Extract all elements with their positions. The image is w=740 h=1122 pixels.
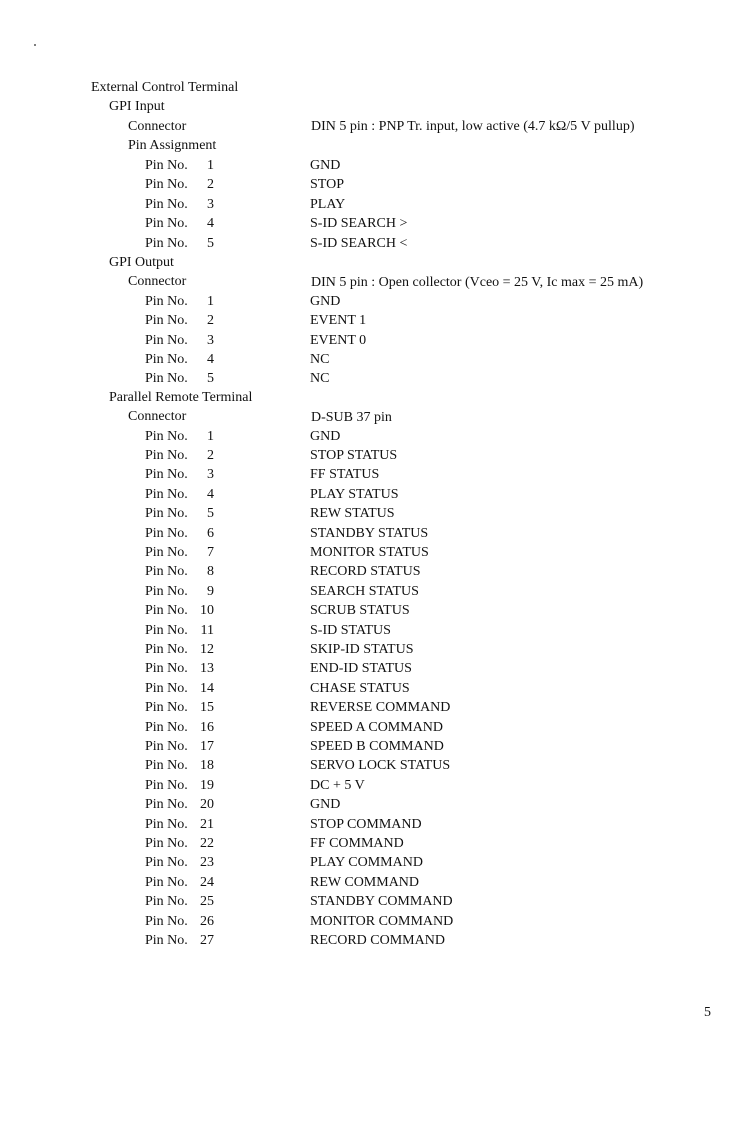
pin-row: [145, 333, 665, 349]
gpi-input-heading: GPI Input: [109, 99, 165, 114]
pin-signal: GND: [310, 429, 341, 444]
pin-row: [145, 487, 665, 503]
pin-number: 23: [200, 855, 214, 870]
pin-signal: FF COMMAND: [310, 836, 404, 851]
pin-signal: SPEED B COMMAND: [310, 739, 444, 754]
pin-signal: STANDBY STATUS: [310, 526, 429, 541]
pin-label: Pin No.: [145, 933, 188, 948]
pin-row: [145, 836, 665, 852]
pin-row: [145, 545, 665, 561]
pin-signal: REW COMMAND: [310, 875, 420, 890]
pin-number: 4: [207, 216, 214, 231]
pin-number: 3: [207, 333, 214, 348]
pin-number: 5: [207, 371, 214, 386]
pin-label: Pin No.: [145, 526, 188, 541]
pin-signal: STOP COMMAND: [310, 817, 422, 832]
pin-label: Pin No.: [145, 467, 188, 482]
pin-row: [145, 313, 665, 329]
pin-row: [145, 603, 665, 619]
pin-row: [145, 817, 665, 833]
pin-row: [145, 661, 665, 677]
pin-row: [145, 933, 665, 949]
pin-label: Pin No.: [145, 371, 188, 386]
pin-number: 1: [207, 158, 214, 173]
pin-label: Pin No.: [145, 197, 188, 212]
pin-signal: GND: [310, 158, 341, 173]
pin-row: [145, 236, 665, 252]
pin-row: [145, 216, 665, 232]
pin-number: 3: [207, 197, 214, 212]
pin-label: Pin No.: [145, 758, 188, 773]
pin-signal: MONITOR COMMAND: [310, 914, 454, 929]
pin-row: [145, 894, 665, 910]
pin-signal: SKIP-ID STATUS: [310, 642, 414, 657]
pin-label: Pin No.: [145, 817, 188, 832]
pin-signal: PLAY: [310, 197, 346, 212]
pin-number: 2: [207, 448, 214, 463]
pin-signal: END-ID STATUS: [310, 661, 412, 676]
pin-label: Pin No.: [145, 352, 188, 367]
pin-row: [145, 797, 665, 813]
pin-row: [145, 584, 665, 600]
page-number: 5: [704, 1005, 711, 1020]
pin-number: 2: [207, 313, 214, 328]
pin-label: Pin No.: [145, 545, 188, 560]
pin-label: Pin No.: [145, 564, 188, 579]
pin-number: 22: [200, 836, 214, 851]
pin-signal: SPEED A COMMAND: [310, 720, 444, 735]
pin-label: Pin No.: [145, 313, 188, 328]
pin-number: 8: [207, 564, 214, 579]
pin-signal: GND: [310, 797, 341, 812]
pin-number: 7: [207, 545, 214, 560]
pin-number: 16: [200, 720, 214, 735]
pin-number: 20: [200, 797, 214, 812]
pin-label: Pin No.: [145, 642, 188, 657]
pin-row: [145, 739, 665, 755]
pin-row: [145, 855, 665, 871]
pin-label: Pin No.: [145, 700, 188, 715]
pin-label: Pin No.: [145, 681, 188, 696]
pin-signal: REW STATUS: [310, 506, 395, 521]
pin-row: [145, 294, 665, 310]
pin-signal: EVENT 0: [310, 333, 367, 348]
pin-label: Pin No.: [145, 778, 188, 793]
pin-label: Pin No.: [145, 855, 188, 870]
pin-row: [145, 720, 665, 736]
pin-row: [145, 177, 665, 193]
pin-signal: MONITOR STATUS: [310, 545, 429, 560]
pin-signal: RECORD COMMAND: [310, 933, 445, 948]
pin-row: [145, 642, 665, 658]
pin-signal: SEARCH STATUS: [310, 584, 419, 599]
pin-number: 5: [207, 506, 214, 521]
pin-signal: EVENT 1: [310, 313, 367, 328]
pin-label: Pin No.: [145, 177, 188, 192]
pin-row: [145, 371, 665, 387]
section-title: External Control Terminal: [91, 80, 239, 95]
pin-label: Pin No.: [145, 894, 188, 909]
pin-number: 15: [200, 700, 214, 715]
pin-label: Pin No.: [145, 661, 188, 676]
pin-signal: PLAY COMMAND: [310, 855, 423, 870]
pin-signal: NC: [310, 371, 330, 386]
pin-row: [145, 681, 665, 697]
pin-number: 5: [207, 236, 214, 251]
pin-label: Pin No.: [145, 158, 188, 173]
pin-label: Pin No.: [145, 875, 188, 890]
pin-row: [145, 875, 665, 891]
pin-label: Pin No.: [145, 914, 188, 929]
gpi-output-connector-label: Connector: [128, 274, 187, 289]
pin-label: Pin No.: [145, 294, 188, 309]
pin-signal: FF STATUS: [310, 467, 380, 482]
pin-row: [145, 758, 665, 774]
pin-label: Pin No.: [145, 584, 188, 599]
pin-label: Pin No.: [145, 623, 188, 638]
pin-signal: GND: [310, 294, 341, 309]
pin-number: 11: [200, 623, 214, 638]
pin-number: 17: [200, 739, 214, 754]
pin-number: 14: [200, 681, 214, 696]
pin-signal: STOP: [310, 177, 344, 192]
parallel-remote-connector-label: Connector: [128, 409, 187, 424]
pin-number: 19: [200, 778, 214, 793]
pin-signal: SERVO LOCK STATUS: [310, 758, 451, 773]
pin-row: [145, 197, 665, 213]
pin-assignment-label: Pin Assignment: [128, 138, 217, 153]
pin-signal: S-ID SEARCH <: [310, 236, 408, 251]
parallel-remote-connector-value: D-SUB 37 pin: [311, 410, 392, 425]
pin-number: 3: [207, 467, 214, 482]
pin-signal: CHASE STATUS: [310, 681, 410, 696]
pin-signal: STOP STATUS: [310, 448, 398, 463]
pin-row: [145, 352, 665, 368]
pin-label: Pin No.: [145, 448, 188, 463]
pin-signal: SCRUB STATUS: [310, 603, 410, 618]
pin-number: 10: [200, 603, 214, 618]
pin-row: [145, 429, 665, 445]
pin-label: Pin No.: [145, 216, 188, 231]
pin-row: [145, 448, 665, 464]
pin-number: 12: [200, 642, 214, 657]
pin-row: [145, 506, 665, 522]
pin-number: 2: [207, 177, 214, 192]
scan-speck: [34, 44, 36, 46]
pin-label: Pin No.: [145, 487, 188, 502]
pin-number: 1: [207, 429, 214, 444]
pin-number: 6: [207, 526, 214, 541]
pin-label: Pin No.: [145, 333, 188, 348]
pin-signal: NC: [310, 352, 330, 367]
pin-row: [145, 778, 665, 794]
gpi-input-connector-label: Connector: [128, 119, 187, 134]
gpi-output-heading: GPI Output: [109, 255, 174, 270]
pin-signal: S-ID STATUS: [310, 623, 391, 638]
pin-label: Pin No.: [145, 797, 188, 812]
pin-row: [145, 467, 665, 483]
pin-number: 13: [200, 661, 214, 676]
pin-signal: PLAY STATUS: [310, 487, 399, 502]
pin-row: [145, 700, 665, 716]
pin-signal: STANDBY COMMAND: [310, 894, 453, 909]
pin-label: Pin No.: [145, 720, 188, 735]
gpi-output-connector-value: DIN 5 pin : Open collector (Vceo = 25 V, Ic max = 25 mA): [311, 275, 644, 290]
pin-number: 25: [200, 894, 214, 909]
pin-number: 27: [200, 933, 214, 948]
pin-label: Pin No.: [145, 236, 188, 251]
pin-number: 4: [207, 487, 214, 502]
pin-row: [145, 158, 665, 174]
pin-signal: DC + 5 V: [310, 778, 365, 793]
pin-label: Pin No.: [145, 739, 188, 754]
pin-row: [145, 564, 665, 580]
pin-signal: REVERSE COMMAND: [310, 700, 451, 715]
pin-label: Pin No.: [145, 429, 188, 444]
pin-label: Pin No.: [145, 836, 188, 851]
pin-number: 4: [207, 352, 214, 367]
pin-row: [145, 623, 665, 639]
pin-number: 9: [207, 584, 214, 599]
pin-number: 21: [200, 817, 214, 832]
pin-row: [145, 914, 665, 930]
gpi-input-connector-value: DIN 5 pin : PNP Tr. input, low active (4.7 kΩ/5 V pullup): [311, 119, 635, 134]
pin-label: Pin No.: [145, 603, 188, 618]
parallel-remote-heading: Parallel Remote Terminal: [109, 390, 253, 405]
pin-number: 1: [207, 294, 214, 309]
pin-signal: RECORD STATUS: [310, 564, 421, 579]
pin-row: [145, 526, 665, 542]
pin-number: 26: [200, 914, 214, 929]
pin-label: Pin No.: [145, 506, 188, 521]
pin-number: 24: [200, 875, 214, 890]
pin-signal: S-ID SEARCH >: [310, 216, 408, 231]
pin-number: 18: [200, 758, 214, 773]
